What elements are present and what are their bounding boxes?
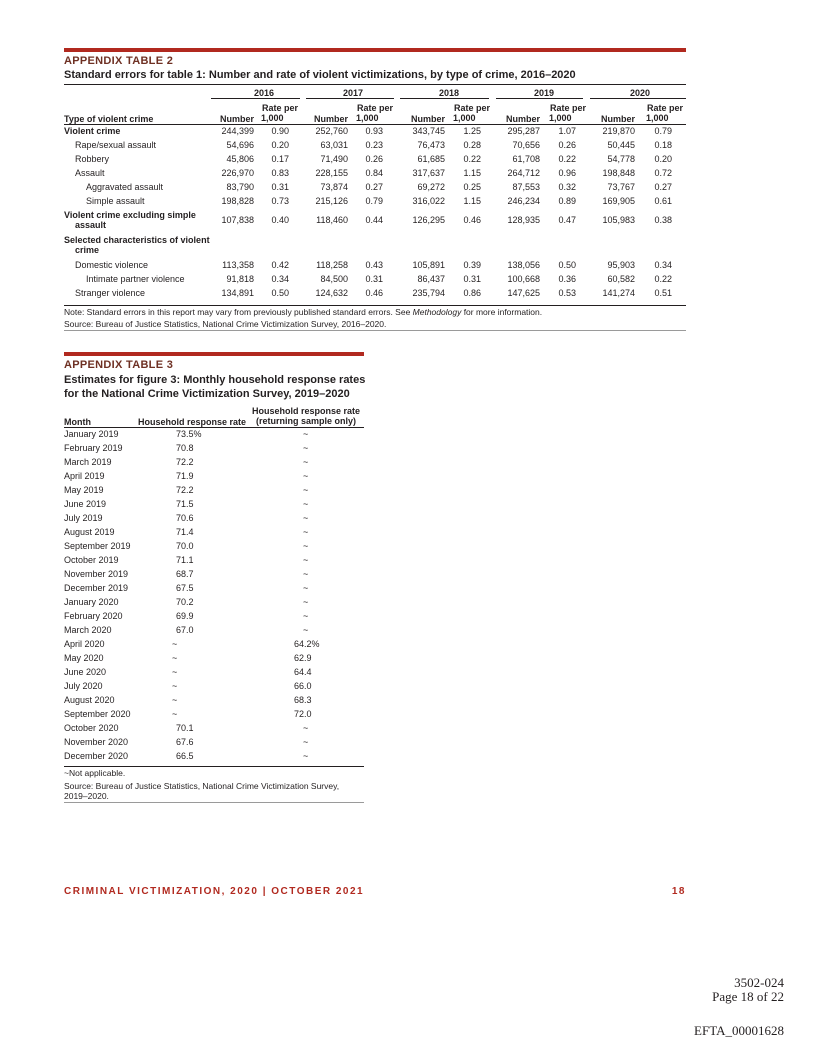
table2-rate-cell: 0.84	[365, 168, 383, 178]
table2-number-cell: 107,838	[221, 215, 254, 225]
table2-rate-cell: 1.25	[463, 126, 481, 136]
table2-number-cell: 69,272	[417, 182, 445, 192]
table2-row-label-cont: crime	[75, 245, 100, 255]
table3-rate-cell: 68.7	[176, 569, 194, 579]
table2-number-cell: 105,891	[412, 260, 445, 270]
table2-number-cell: 50,445	[607, 140, 635, 150]
table3-month-cell: February 2019	[64, 443, 123, 453]
table2-rate-cell: 0.86	[463, 288, 481, 298]
table3-month-cell: January 2019	[64, 429, 119, 439]
table2-rate-cell: 0.93	[365, 126, 383, 136]
table3-month-cell: October 2020	[64, 723, 119, 733]
table2-year-2017: 2017	[342, 88, 364, 98]
table2-rate-cell: 0.43	[365, 260, 383, 270]
table3-bottom-rule	[64, 766, 364, 767]
table2-rate-cell: 0.38	[654, 215, 672, 225]
table2-row-label: Stranger violence	[75, 288, 146, 298]
table2-number-cell: 198,828	[221, 196, 254, 206]
table2-rate-header-line1: Rate per	[262, 103, 299, 113]
table3-rate-cell: ~	[172, 709, 178, 719]
table3-month-cell: June 2020	[64, 667, 107, 677]
table2-row-label: Violent crime	[64, 126, 121, 136]
table2-number-cell: 86,437	[417, 274, 445, 284]
table2-number-cell: 61,708	[512, 154, 540, 164]
table2-rate-cell: 0.26	[558, 140, 576, 150]
table2-rate-cell: 1.15	[463, 196, 481, 206]
table2-rate-header-line2: 1,000	[261, 113, 284, 123]
table2-row-label: Domestic violence	[75, 260, 149, 270]
table3-returning-cell: ~	[303, 541, 309, 551]
table3-month-cell: March 2019	[64, 457, 112, 467]
table2-rate-cell: 0.79	[365, 196, 383, 206]
table2-year-underline	[496, 98, 583, 99]
table2-rate-cell: 0.31	[365, 274, 383, 284]
table3-returning-cell: ~	[303, 555, 309, 565]
table2-rate-cell: 0.34	[271, 274, 289, 284]
table2-rate-header-line2: 1,000	[453, 113, 476, 123]
table2-rate-cell: 0.79	[654, 126, 672, 136]
table3-rate-cell: 71.1	[176, 555, 194, 565]
table3-rate-cell: 69.9	[176, 611, 194, 621]
table2-end-rule	[64, 330, 686, 331]
table2-number-header: Number	[600, 114, 635, 124]
table3-returning-cell: ~	[303, 499, 309, 509]
table3-rate-cell: ~	[172, 681, 178, 691]
table2-number-cell: 138,056	[507, 260, 540, 270]
table3-month-cell: May 2019	[64, 485, 104, 495]
table3-returning-cell: ~	[303, 723, 309, 733]
table2-type-header: Type of violent crime	[64, 114, 154, 124]
table2-year-underline	[211, 98, 300, 99]
table3-label: APPENDIX TABLE 3	[64, 359, 174, 371]
table2-label: APPENDIX TABLE 2	[64, 55, 174, 67]
table3-month-header: Month	[64, 417, 91, 427]
table3-month-cell: January 2020	[64, 597, 119, 607]
table3-rate-cell: 71.9	[176, 471, 194, 481]
table3-returning-cell: ~	[303, 751, 309, 761]
table2-rate-cell: 0.90	[271, 126, 289, 136]
table2-number-cell: 87,553	[512, 182, 540, 192]
table2-rate-cell: 1.15	[463, 168, 481, 178]
table3-month-cell: May 2020	[64, 653, 104, 663]
doc-id-stamp: 3502-024	[734, 975, 784, 990]
table3-returning-cell: ~	[303, 443, 309, 453]
table2-number-cell: 228,155	[315, 168, 348, 178]
table3-returning-cell: ~	[303, 527, 309, 537]
table2-rate-cell: 0.96	[558, 168, 576, 178]
table2-rate-cell: 0.53	[558, 288, 576, 298]
table2-rate-cell: 0.20	[271, 140, 289, 150]
table3-rate-cell: 70.2	[176, 597, 194, 607]
table3-returning-cell: ~	[303, 429, 309, 439]
table2-number-cell: 316,022	[412, 196, 445, 206]
table3-month-cell: October 2019	[64, 555, 119, 565]
table2-rate-cell: 0.72	[654, 168, 672, 178]
table3-rate-cell: 70.0	[176, 541, 194, 551]
table3-rate-cell: 70.6	[176, 513, 194, 523]
table3-returning-cell: ~	[303, 485, 309, 495]
table3-source-line2: 2019–2020.	[64, 791, 109, 801]
table2-number-cell: 83,790	[226, 182, 254, 192]
table3-rate-cell: 70.1	[176, 723, 194, 733]
page-count-stamp: Page 18 of 22	[712, 989, 784, 1004]
table2-year-2016: 2016	[253, 88, 275, 98]
table2-bottom-rule	[64, 305, 686, 306]
table2-row-label: Aggravated assault	[86, 182, 164, 192]
table3-rate-cell: ~	[172, 653, 178, 663]
table2-rate-cell: 0.25	[463, 182, 481, 192]
table3-month-cell: August 2020	[64, 695, 115, 705]
table3-month-cell: March 2020	[64, 625, 112, 635]
table2-number-cell: 295,287	[507, 126, 540, 136]
table2-rate-cell: 0.39	[463, 260, 481, 270]
table2-row-label: Assault	[75, 168, 105, 178]
table3-month-cell: April 2020	[64, 639, 105, 649]
table2-number-header: Number	[219, 114, 254, 124]
table3-returning-cell: ~	[303, 611, 309, 621]
table3-rate-cell: 71.4	[176, 527, 194, 537]
table3-returning-cell: ~	[303, 597, 309, 607]
table2-row-label: Simple assault	[86, 196, 145, 206]
table3-top-rule	[64, 352, 364, 356]
table3-rate-cell: 67.0	[176, 625, 194, 635]
table2-number-cell: 73,767	[607, 182, 635, 192]
table2-year-underline	[306, 98, 394, 99]
table2-row-label: Violent crime excluding simple	[64, 210, 196, 220]
table2-number-cell: 61,685	[417, 154, 445, 164]
table3-returning-cell: ~	[303, 569, 309, 579]
table3-rate-cell: ~	[172, 695, 178, 705]
table2-number-cell: 169,905	[602, 196, 635, 206]
table2-number-cell: 264,712	[507, 168, 540, 178]
table3-title-line1: Estimates for figure 3: Monthly household response rates	[64, 374, 366, 386]
table2-rate-cell: 0.27	[365, 182, 383, 192]
table3-returning-cell: 64.2%	[294, 639, 320, 649]
table2-number-cell: 235,794	[412, 288, 445, 298]
table2-number-cell: 244,399	[221, 126, 254, 136]
table2-number-header: Number	[505, 114, 540, 124]
table2-number-cell: 70,656	[512, 140, 540, 150]
table2-rate-cell: 0.46	[365, 288, 383, 298]
table2-rate-cell: 0.18	[654, 140, 672, 150]
table2-row-label: Robbery	[75, 154, 110, 164]
table3-returning-cell: ~	[303, 457, 309, 467]
table2-number-cell: 84,500	[320, 274, 348, 284]
table2-rate-cell: 0.61	[654, 196, 672, 206]
table2-rate-cell: 0.42	[271, 260, 289, 270]
table2-rate-cell: 0.31	[463, 274, 481, 284]
table2-number-cell: 118,258	[316, 260, 348, 270]
table3-returning-cell: 72.0	[294, 709, 312, 719]
table2-rate-cell: 0.23	[365, 140, 383, 150]
table3-month-cell: April 2019	[64, 471, 105, 481]
table3-rate-cell: 70.8	[176, 443, 194, 453]
table2-number-cell: 198,848	[602, 168, 635, 178]
table3-source-line1: Source: Bureau of Justice Statistics, National Crime Victimization Survey,	[64, 781, 340, 791]
table2-rate-header-line1: Rate per	[454, 103, 491, 113]
table2-number-cell: 219,870	[602, 126, 635, 136]
table2-rate-cell: 0.27	[654, 182, 672, 192]
table2-number-cell: 118,460	[316, 215, 348, 225]
footer-page-number: 18	[671, 886, 686, 897]
table2-number-cell: 100,668	[507, 274, 540, 284]
table2-row-label: Intimate partner violence	[86, 274, 185, 284]
table3-returning-header-line1: Household response rate	[251, 406, 361, 416]
table2-rate-header-line2: 1,000	[549, 113, 572, 123]
table2-year-underline	[400, 98, 489, 99]
table3-month-cell: February 2020	[64, 611, 123, 621]
table3-month-cell: June 2019	[64, 499, 107, 509]
table2-number-cell: 134,891	[221, 288, 254, 298]
table2-rate-cell: 0.20	[654, 154, 672, 164]
table3-rate-header: Household response rate	[138, 417, 247, 427]
table3-header-rule	[64, 427, 364, 428]
table2-row-label: Rape/sexual assault	[75, 140, 157, 150]
table2-rate-header-line1: Rate per	[647, 103, 684, 113]
table3-rate-cell: 73.5%	[176, 429, 202, 439]
table2-number-cell: 113,358	[222, 260, 254, 270]
footer-publication: CRIMINAL VICTIMIZATION, 2020 | OCTOBER 2021	[64, 886, 365, 897]
table3-returning-cell: 64.4	[294, 667, 312, 677]
table3-returning-cell: 62.9	[294, 653, 312, 663]
table2-top-rule	[64, 48, 686, 52]
table2-number-cell: 76,473	[417, 140, 445, 150]
table2-rate-cell: 0.22	[558, 154, 576, 164]
table3-month-cell: December 2020	[64, 751, 129, 761]
bates-number-stamp: EFTA_00001628	[694, 1023, 784, 1038]
table2-number-cell: 246,234	[507, 196, 540, 206]
table2-source: Source: Bureau of Justice Statistics, National Crime Victimization Survey, 2016–2020.	[64, 319, 387, 329]
table2-rate-header-line1: Rate per	[357, 103, 394, 113]
table3-returning-cell: 68.3	[294, 695, 312, 705]
table3-rate-cell: 71.5	[176, 499, 194, 509]
table2-row-label: Selected characteristics of violent	[64, 235, 210, 245]
table2-number-cell: 54,778	[607, 154, 635, 164]
table3-returning-cell: ~	[303, 513, 309, 523]
table2-title-rule	[64, 84, 686, 85]
table3-returning-cell: 66.0	[294, 681, 312, 691]
table2-rate-cell: 1.07	[558, 126, 576, 136]
table2-number-cell: 128,935	[507, 215, 540, 225]
table3-end-rule	[64, 802, 364, 803]
table2-year-2018: 2018	[438, 88, 460, 98]
table2-number-cell: 105,983	[602, 215, 635, 225]
table2-number-cell: 54,696	[226, 140, 254, 150]
table3-returning-cell: ~	[303, 583, 309, 593]
table2-rate-cell: 0.32	[558, 182, 576, 192]
table2-rate-cell: 0.89	[558, 196, 576, 206]
table3-returning-cell: ~	[303, 471, 309, 481]
table2-number-cell: 147,625	[507, 288, 540, 298]
table3-rate-cell: 72.2	[176, 457, 194, 467]
table2-number-cell: 73,874	[320, 182, 348, 192]
table2-rate-cell: 0.34	[654, 260, 672, 270]
table2-title: Standard errors for table 1: Number and rate of violent victimizations, by type of crime, 2016–2020	[64, 69, 576, 81]
table3-returning-header-line2: (returning sample only)	[255, 416, 356, 426]
table2-rate-cell: 0.26	[365, 154, 383, 164]
table2-number-cell: 45,806	[226, 154, 254, 164]
table3-month-cell: September 2020	[64, 709, 131, 719]
table2-rate-cell: 0.22	[463, 154, 481, 164]
table2-number-cell: 124,632	[315, 288, 348, 298]
table2-number-cell: 63,031	[320, 140, 348, 150]
table3-month-cell: July 2019	[64, 513, 103, 523]
table2-number-cell: 141,274	[602, 288, 635, 298]
table2-rate-cell: 0.44	[365, 215, 383, 225]
table2-header-rule	[64, 124, 686, 125]
table2-row-label-cont: assault	[75, 220, 107, 230]
table2-rate-cell: 0.46	[463, 215, 481, 225]
table3-rate-cell: 72.2	[176, 485, 194, 495]
table2-number-header: Number	[410, 114, 445, 124]
table2-rate-cell: 0.36	[558, 274, 576, 284]
table3-month-cell: July 2020	[64, 681, 103, 691]
table3-rate-cell: 67.6	[176, 737, 194, 747]
table2-rate-cell: 0.47	[558, 215, 576, 225]
table2-year-underline	[590, 98, 686, 99]
table2-number-cell: 215,126	[315, 196, 348, 206]
table3-rate-cell: ~	[172, 639, 178, 649]
table2-rate-cell: 0.50	[558, 260, 576, 270]
table2-number-cell: 126,295	[412, 215, 445, 225]
table3-month-cell: November 2020	[64, 737, 129, 747]
table2-number-cell: 226,970	[221, 168, 254, 178]
table2-number-cell: 71,490	[320, 154, 348, 164]
table3-month-cell: November 2019	[64, 569, 129, 579]
table2-rate-cell: 0.31	[271, 182, 289, 192]
table2-number-cell: 252,760	[315, 126, 348, 136]
table3-note: ~Not applicable.	[64, 768, 126, 778]
table2-rate-cell: 0.17	[271, 154, 289, 164]
table3-rate-cell: 66.5	[176, 751, 194, 761]
table2-rate-cell: 0.83	[271, 168, 289, 178]
table3-title-line2: for the National Crime Victimization Survey, 2019–2020	[64, 388, 350, 400]
table2-number-cell: 60,582	[607, 274, 635, 284]
table3-month-cell: September 2019	[64, 541, 131, 551]
table2-rate-header-line2: 1,000	[356, 113, 379, 123]
table3-returning-cell: ~	[303, 737, 309, 747]
table2-rate-cell: 0.73	[271, 196, 289, 206]
table2-rate-cell: 0.22	[654, 274, 672, 284]
table2-note: Note: Standard errors in this report may vary from previously published standard errors. See Methodology for more information.	[64, 307, 543, 317]
table2-year-2019: 2019	[533, 88, 555, 98]
table3-rate-cell: ~	[172, 667, 178, 677]
table2-rate-cell: 0.50	[271, 288, 289, 298]
table3-month-cell: December 2019	[64, 583, 129, 593]
table2-number-header: Number	[313, 114, 348, 124]
table2-rate-cell: 0.40	[271, 215, 289, 225]
table3-month-cell: August 2019	[64, 527, 115, 537]
table3-rate-cell: 67.5	[176, 583, 194, 593]
table2-rate-cell: 0.51	[654, 288, 672, 298]
table2-rate-header-line2: 1,000	[646, 113, 669, 123]
table2-number-cell: 317,637	[412, 168, 445, 178]
table3-returning-cell: ~	[303, 625, 309, 635]
table2-rate-cell: 0.28	[463, 140, 481, 150]
table2-number-cell: 343,745	[412, 126, 445, 136]
table2-year-2020: 2020	[629, 88, 651, 98]
table2-number-cell: 91,818	[226, 274, 254, 284]
table2-rate-header-line1: Rate per	[550, 103, 587, 113]
table2-number-cell: 95,903	[607, 260, 635, 270]
